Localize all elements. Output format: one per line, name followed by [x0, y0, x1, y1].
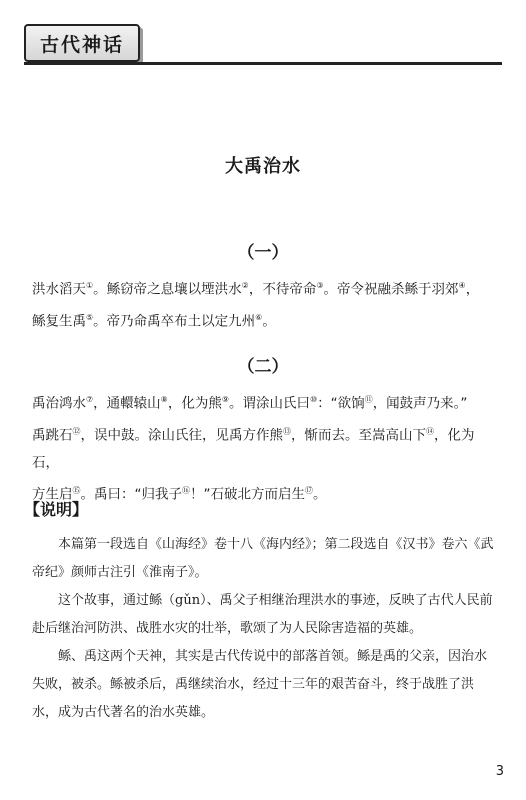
footnote-marker: ⑮ [72, 486, 81, 495]
text-segment: 。帝令祝融杀鲧于羽郊 [323, 281, 459, 298]
text-line [32, 272, 496, 304]
footnote-marker: ⑪ [364, 395, 373, 404]
text-segment: ，通轘辕山 [93, 395, 161, 412]
text-segment: ，闻鼓声乃来。” [372, 395, 468, 412]
section-2-text [32, 386, 496, 509]
notes-paragraph-1: 本篇第一段选自《山海经》卷十八《海内经》；第二段选自《汉书》卷六《武帝纪》颜师古注引《淮南子》。 [32, 537, 494, 580]
footnote-marker: ⑰ [305, 486, 313, 495]
footnote-marker: ⑧ [160, 395, 168, 404]
text-segment: 禹跳石 [32, 427, 73, 443]
text-line [32, 386, 496, 418]
text-segment: ，误中鼓。涂山氏往，见禹方作熊 [80, 427, 283, 443]
section-1-heading: （一） [237, 243, 289, 263]
text-segment: 。帝乃命禹卒布土以定九州 [93, 313, 256, 329]
text-segment: 。 [262, 313, 276, 329]
text-segment: ，化为石， [32, 427, 475, 471]
text-line [32, 418, 496, 478]
footnote-marker: ⑦ [86, 395, 94, 404]
text-segment: 。 [313, 486, 327, 503]
page-number: 3 [495, 764, 504, 779]
text-segment: 。鲧窃帝之息壤以堙洪水 [93, 281, 242, 298]
text-segment: ，化为熊 [167, 395, 222, 412]
section-tag [24, 24, 140, 62]
text-segment: ！”石破北方而启生 [190, 486, 305, 503]
text-segment: ， [465, 281, 480, 298]
section-1-text [32, 272, 496, 335]
footnote-marker: ⑨ [221, 395, 230, 404]
footnote-marker: ⑩ [310, 395, 318, 404]
text-line [32, 304, 496, 336]
footnote-marker: ① [86, 281, 94, 290]
footnote-marker: ② [241, 281, 249, 290]
footnote-marker: ⑥ [255, 312, 263, 322]
footnote-marker: ⑬ [283, 426, 291, 436]
text-segment: 。谓涂山氏曰 [229, 395, 311, 412]
text-segment: 洪水滔天 [32, 281, 86, 298]
footnote-marker: ④ [458, 281, 466, 290]
text-segment: 。禹曰：“归我子 [80, 486, 182, 503]
footnote-marker: ⑤ [86, 312, 94, 322]
footnote-marker: ⑯ [182, 486, 190, 495]
text-segment: 禹治鸿水 [32, 395, 86, 412]
section-tag-label: 古代神话 [39, 33, 124, 56]
notes-heading: 【说明】 [24, 500, 89, 519]
text-segment: 方生启 [32, 486, 73, 503]
text-segment: ，不待帝命 [248, 281, 317, 298]
text-segment: ，惭而去。至嵩高山下 [291, 427, 426, 443]
footnote-marker: ⑭ [426, 426, 434, 436]
text-segment: 鲧复生禹 [32, 313, 86, 329]
section-2-heading: （二） [237, 357, 289, 377]
text-line [32, 477, 496, 509]
footnote-marker: ③ [316, 281, 324, 290]
notes-paragraph-3: 鲧、禹这两个天神，其实是古代传说中的部落首领。鲧是禹的父亲，因治水失败，被杀。鲧被杀后，禹继续治水，经过十三年的艰苦奋斗，终于战胜了洪水，成为古代著名的治水英雄。 [32, 649, 488, 720]
footnote-marker: ⑫ [72, 426, 81, 436]
header-rule [24, 62, 502, 65]
text-segment: ：“欲饷 [317, 395, 365, 412]
notes-paragraph-2: 这个故事，通过鲧（gǔn）、禹父子相继治理洪水的事迹，反映了古代人民前赴后继治河防洪、战胜水灾的壮举，歌颂了为人民除害造福的英雄。 [32, 593, 493, 636]
article-title: 大禹治水 [225, 156, 301, 177]
